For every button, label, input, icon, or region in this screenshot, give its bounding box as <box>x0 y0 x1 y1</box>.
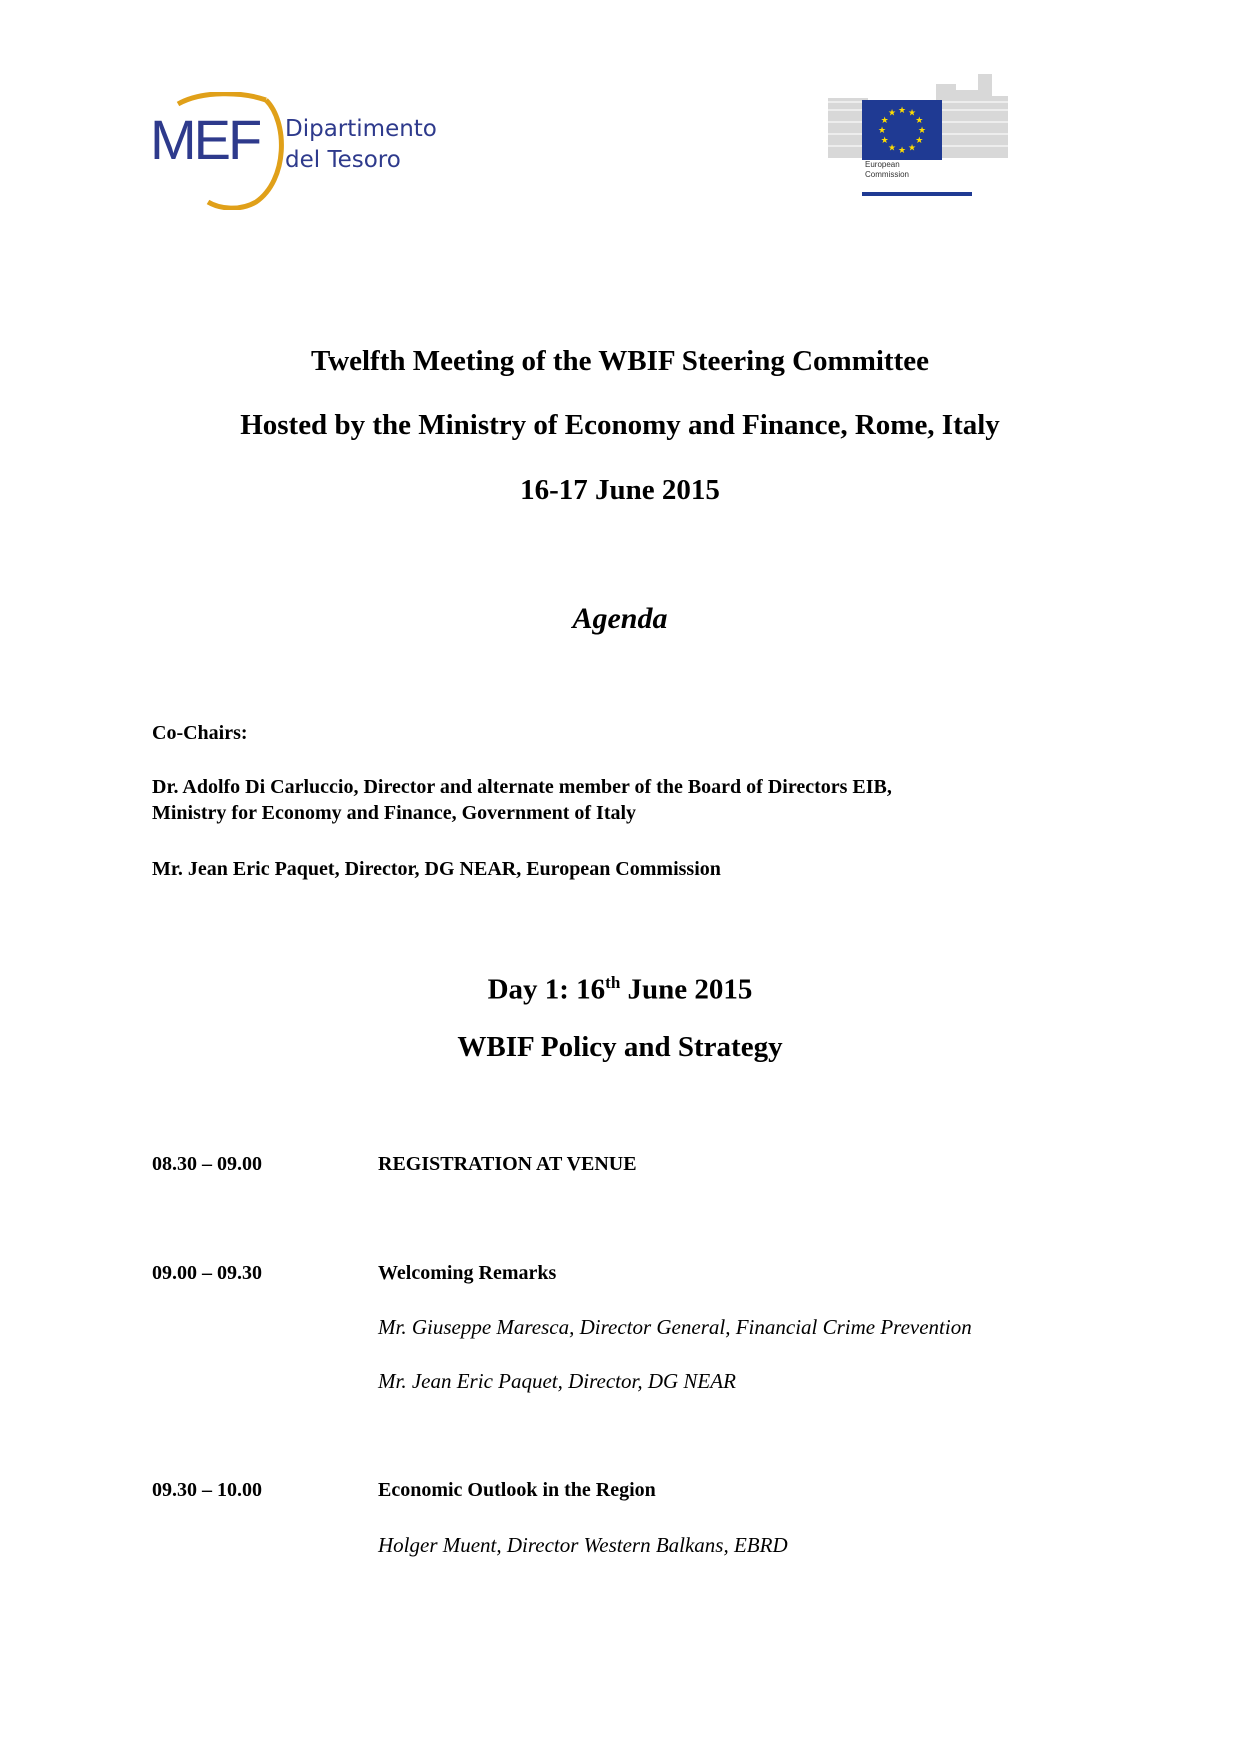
schedule-time: 09.30 – 10.00 <box>152 1479 262 1501</box>
schedule-speaker: Mr. Giuseppe Maresca, Director General, Financial Crime Prevention <box>378 1315 972 1339</box>
ec-line2: Commission <box>865 170 910 179</box>
cochair-2: Mr. Jean Eric Paquet, Director, DG NEAR, European Commission <box>152 858 721 880</box>
eu-star-icon: ★ <box>887 143 897 154</box>
day1-suffix: June 2015 <box>620 973 753 1006</box>
ec-line1: European <box>865 160 900 169</box>
eu-star-icon: ★ <box>907 143 917 154</box>
eu-star-icon: ★ <box>897 146 907 156</box>
cochair-1-line-1: Dr. Adolfo Di Carluccio, Director and alternate member of the Board of Directors EIB, <box>152 776 892 798</box>
eu-star-icon: ★ <box>877 126 887 136</box>
schedule-title: Welcoming Remarks <box>378 1262 557 1284</box>
ec-wordmark <box>865 160 909 180</box>
mef-line2: del Tesoro <box>285 147 401 173</box>
eu-star-icon: ★ <box>887 108 897 119</box>
eu-star-icon: ★ <box>915 116 924 126</box>
cochair-1 <box>152 774 1112 826</box>
eu-star-icon: ★ <box>915 136 924 146</box>
eu-star-icon: ★ <box>897 106 907 116</box>
eu-star-icon: ★ <box>880 136 889 146</box>
title-line-2: Hosted by the Ministry of Economy and Finance, Rome, Italy <box>240 409 1000 441</box>
eu-star-icon: ★ <box>880 116 889 126</box>
day1-superscript: th <box>605 973 621 992</box>
mef-letters: MEF <box>150 108 260 171</box>
schedule-speaker: Mr. Jean Eric Paquet, Director, DG NEAR <box>378 1369 736 1393</box>
day1-heading <box>0 966 1240 1007</box>
mef-line1: Dipartimento <box>285 116 437 142</box>
day1-subtitle: WBIF Policy and Strategy <box>457 1031 783 1063</box>
berlaymont-building-icon <box>826 70 1010 162</box>
schedule-title: REGISTRATION AT VENUE <box>378 1153 637 1175</box>
cochairs-label: Co-Chairs: <box>152 722 248 744</box>
title-date: 16-17 June 2015 <box>520 474 720 506</box>
eu-star-icon: ★ <box>907 108 917 119</box>
agenda-heading: Agenda <box>572 602 668 635</box>
schedule-time: 08.30 – 09.00 <box>152 1153 262 1175</box>
eu-star-icon: ★ <box>917 126 927 136</box>
schedule-speaker: Holger Muent, Director Western Balkans, EBRD <box>378 1533 788 1557</box>
day1-prefix: Day 1: 16 <box>487 973 606 1006</box>
mef-logo <box>148 92 448 210</box>
ec-underline-bar <box>862 192 972 196</box>
mef-department-name <box>285 114 437 176</box>
european-commission-logo <box>826 70 1010 198</box>
schedule-title: Economic Outlook in the Region <box>378 1479 656 1501</box>
schedule-time: 09.00 – 09.30 <box>152 1262 262 1284</box>
cochair-1-line-2: Ministry for Economy and Finance, Government of Italy <box>152 802 637 824</box>
title-line-1: Twelfth Meeting of the WBIF Steering Committee <box>311 345 929 377</box>
